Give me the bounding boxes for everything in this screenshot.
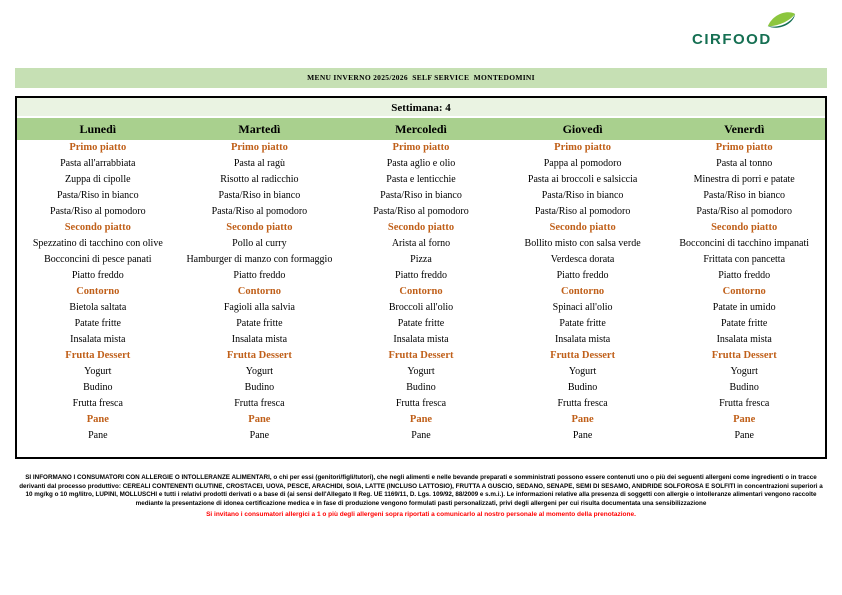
menu-item-cell: Budino	[244, 382, 275, 393]
section-header-cell: Primo piatto	[715, 142, 773, 153]
section-header-cell: Frutta Dessert	[65, 350, 131, 361]
menu-item-cell: Arista al forno	[391, 238, 451, 249]
menu-item-cell: Pasta al tonno	[716, 158, 773, 169]
menu-item-cell: Yogurt	[84, 366, 112, 377]
menu-item-cell: Pasta/Riso al pomodoro	[50, 206, 146, 217]
menu-item-cell: Bietola saltata	[69, 302, 127, 313]
menu-item-cell: Spinaci all'olio	[552, 302, 613, 313]
menu-item-cell: Patate fritte	[559, 318, 606, 329]
menu-item-cell: Broccoli all'olio	[388, 302, 454, 313]
section-header-cell: Pane	[86, 414, 109, 425]
menu-item-cell: Insalata mista	[70, 334, 126, 345]
menu-item-cell: Pane	[572, 430, 593, 441]
menu-item-cell: Patate in umido	[712, 302, 776, 313]
menu-item-cell: Frutta fresca	[234, 398, 285, 409]
day-header-row	[17, 118, 825, 140]
menu-item-cell: Yogurt	[245, 366, 274, 377]
menu-item-cell: Bollito misto con salsa verde	[524, 238, 641, 249]
section-header-cell: Secondo piatto	[387, 222, 455, 233]
menu-item-cell: Pane	[249, 430, 270, 441]
menu-item-cell: Piatto freddo	[718, 270, 771, 281]
menu-item-cell: Verdesca dorata	[550, 254, 615, 265]
section-header-cell: Secondo piatto	[711, 222, 778, 233]
menu-item-cell: Budino	[567, 382, 598, 393]
menu-item-cell: Yogurt	[407, 366, 435, 377]
section-header-cell: Contorno	[76, 286, 120, 297]
menu-item-cell: Pasta al ragù	[233, 158, 285, 169]
menu-item-cell: Bocconcini di tacchino impanati	[679, 238, 810, 249]
week-label: Settimana: 4	[17, 98, 825, 118]
disclaimer-line: SI INFORMANO I CONSUMATORI CON ALLERGIE O INTOLLERANZE ALIMENTARI, o chi per essi (genitori/figli/tutori), che negli alimenti e nelle bevande preparati e somministrati possono essere contenuti uno o più dei seguenti allergeni come ingredienti o in tracce	[25, 474, 817, 481]
cirfood-logo-text: CIRFOOD	[692, 31, 772, 48]
menu-item-cell: Pane	[411, 430, 431, 441]
menu-item-cell: Minestra di porri e patate	[693, 174, 795, 185]
section-header-cell: Contorno	[561, 286, 605, 297]
section-header-cell: Pane	[571, 414, 594, 425]
menu-item-cell: Budino	[729, 382, 759, 393]
menu-item-cell: Piatto freddo	[395, 270, 447, 281]
menu-item-cell: Insalata mista	[231, 334, 288, 345]
menu-item-cell: Patate fritte	[236, 318, 283, 329]
menu-item-cell: Fagioli alla salvia	[223, 302, 295, 313]
day-header-thursday: Giovedì	[562, 122, 603, 136]
menu-item-cell: Pasta ai broccoli e salsiccia	[527, 174, 638, 185]
menu-item-cell: Zuppa di cipolle	[65, 174, 131, 185]
menu-title-banner: MENU INVERNO 2025/2026 SELF SERVICE MONTEDOMINI	[15, 68, 827, 88]
menu-item-cell: Patate fritte	[397, 318, 445, 329]
menu-item-cell: Bocconcini di pesce panati	[44, 254, 152, 265]
menu-item-cell: Frittata con pancetta	[703, 254, 786, 265]
section-header-cell: Frutta Dessert	[711, 350, 777, 361]
menu-item-cell: Pappa al pomodoro	[543, 158, 622, 169]
menu-item-cell: Hamburger di manzo con formaggio	[186, 254, 333, 265]
menu-table	[15, 96, 827, 459]
menu-item-cell: Yogurt	[568, 366, 597, 377]
menu-item-cell: Yogurt	[730, 366, 758, 377]
section-header-cell: Secondo piatto	[226, 222, 293, 233]
menu-item-cell: Pasta all'arrabbiata	[60, 158, 136, 169]
menu-item-cell: Frutta fresca	[719, 398, 770, 409]
menu-item-cell: Pane	[88, 430, 108, 441]
menu-item-cell: Pollo al curry	[232, 238, 287, 249]
menu-item-cell: Pasta/Riso in bianco	[380, 190, 462, 201]
menu-item-cell: Spezzatino di tacchino con olive	[32, 238, 163, 249]
day-header-wednesday: Mercoledì	[395, 122, 447, 136]
cirfood-logo	[692, 12, 792, 48]
section-header-cell: Primo piatto	[554, 142, 612, 153]
menu-item-cell: Pasta aglio e olio	[386, 158, 456, 169]
menu-item-cell: Pasta/Riso al pomodoro	[373, 206, 469, 217]
menu-item-cell: Piatto freddo	[556, 270, 609, 281]
section-header-cell: Primo piatto	[230, 142, 288, 153]
allergen-warning-red-line: Si invitano i consumatori allergici a 1 o più degli allergeni sopra riportati a comunicarlo al nostro personale al momento della prenotazione.	[206, 511, 636, 519]
menu-item-cell: Frutta fresca	[72, 398, 123, 409]
section-header-cell: Secondo piatto	[64, 222, 131, 233]
menu-item-cell: Frutta fresca	[395, 398, 447, 409]
menu-item-cell: Insalata mista	[716, 334, 772, 345]
disclaimer-line: derivanti dal processo produttivo: CEREALI CONTENENTI GLUTINE, CROSTACEI, UOVA, PESCE, ARACHIDI, SOIA, LATTE (INCLUSO LATTOSIO), FRUTTA A GUSCIO, SEDANO, SENAPE, SEMI DI SESAMO, ANIDRIDE SOLFOROSA E SOLFITI in concentrazioni superiori a	[19, 482, 823, 490]
section-header-cell: Primo piatto	[69, 142, 127, 153]
section-header-cell: Pane	[733, 414, 756, 425]
menu-item-cell: Pasta/Riso in bianco	[218, 190, 301, 201]
section-header-cell: Pane	[409, 414, 433, 425]
menu-item-cell: Insalata mista	[554, 334, 611, 345]
menu-item-cell: Pasta e lenticchie	[386, 174, 456, 185]
menu-item-cell: Insalata mista	[393, 334, 449, 345]
menu-item-cell: Patate fritte	[721, 318, 768, 329]
section-header-cell: Primo piatto	[392, 142, 450, 153]
menu-item-cell: Pane	[734, 430, 754, 441]
section-header-cell: Frutta Dessert	[388, 350, 454, 361]
allergen-disclaimer	[18, 474, 824, 520]
section-header-cell: Contorno	[722, 286, 766, 297]
menu-item-cell: Budino	[83, 382, 113, 393]
menu-item-cell: Pizza	[410, 254, 432, 265]
menu-item-cell: Pasta/Riso in bianco	[56, 190, 139, 201]
menu-item-cell: Pasta/Riso al pomodoro	[696, 206, 792, 217]
section-header-cell: Frutta Dessert	[550, 350, 616, 361]
menu-item-cell: Pasta/Riso al pomodoro	[211, 206, 308, 217]
section-header-cell: Contorno	[237, 286, 281, 297]
section-header-cell: Pane	[248, 414, 271, 425]
menu-item-cell: Pasta/Riso in bianco	[703, 190, 786, 201]
section-header-cell: Contorno	[399, 286, 443, 297]
menu-table-body	[17, 140, 825, 444]
menu-item-cell: Piatto freddo	[71, 270, 124, 281]
menu-item-cell: Budino	[406, 382, 436, 393]
cirfood-swoosh-icon	[766, 10, 796, 32]
section-header-cell: Frutta Dessert	[226, 350, 292, 361]
menu-item-cell: Pasta/Riso in bianco	[541, 190, 624, 201]
disclaimer-line: 10 mg/kg o 10 mg/litro, LUPINI, MOLLUSCHI e tutti i relativi prodotti derivati o a base di (ai sensi dell'Allegato II Reg. UE 1169/11, D. Lgs. 109/92, 88/2009 e s.m.i.). Le informazioni relative alla presenza di soggetti con allergie o intolleranze alimentari vengono raccolte	[25, 491, 817, 499]
menu-item-cell: Pasta/Riso al pomodoro	[534, 206, 631, 217]
section-header-cell: Secondo piatto	[549, 222, 616, 233]
disclaimer-line: mediante la presentazione di idonea certificazione medica e in fase di produzione vengono formulati pasti personalizzati, privi degli allergeni per cui risulta documentata una sensibilizzazione	[135, 499, 707, 507]
menu-item-cell: Risotto al radicchio	[220, 174, 299, 185]
menu-item-cell: Patate fritte	[74, 318, 121, 329]
day-header-tuesday: Martedì	[238, 122, 281, 136]
day-header-friday: Venerdì	[724, 122, 765, 136]
menu-item-cell: Frutta fresca	[557, 398, 608, 409]
menu-item-cell: Piatto freddo	[233, 270, 286, 281]
day-header-monday: Lunedì	[79, 122, 117, 136]
